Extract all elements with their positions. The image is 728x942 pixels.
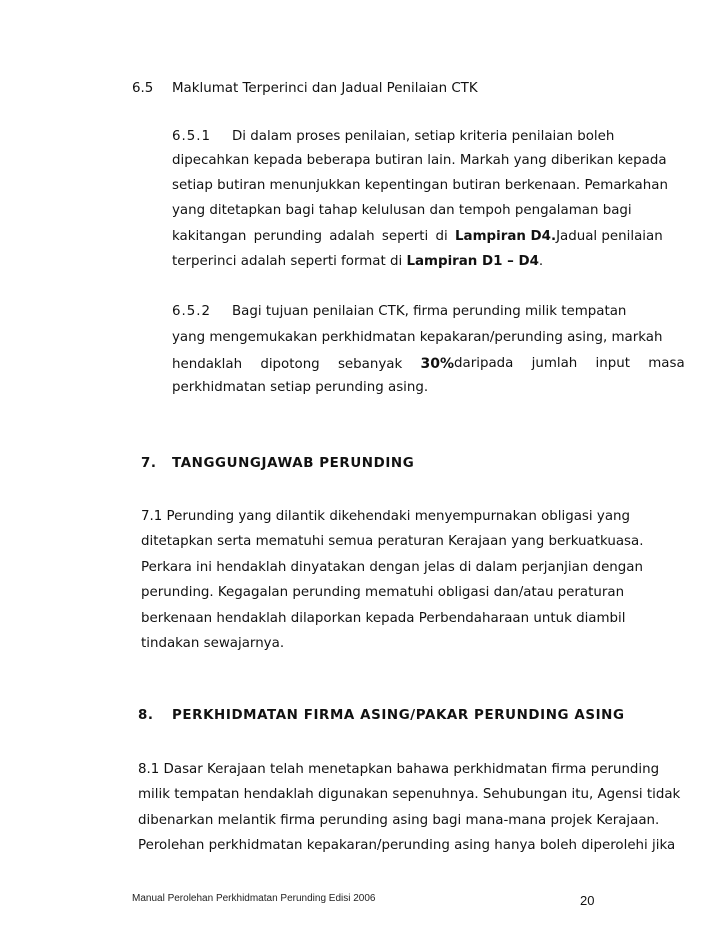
section-7-1-line-3: Perkara ini hendaklah dinyatakan dengan jelas di dalam perjanjian dengan bbox=[141, 560, 643, 575]
footer-text: Manual Perolehan Perkhidmatan Perunding Edisi 2006 bbox=[132, 893, 376, 904]
section-8-number: 8. bbox=[138, 708, 154, 723]
section-6-5-number: 6.5 bbox=[132, 81, 154, 96]
section-7-1-line-4: perunding. Kegagalan perunding mematuhi obligasi dan/atau peraturan bbox=[141, 585, 625, 600]
line-3-start bbox=[172, 352, 454, 377]
line-5-text: kakitangan perunding adalah seperti di bbox=[172, 229, 456, 244]
section-7-1-line-5: berkenaan hendaklah dilaporkan kepada Perbendaharaan untuk diambil bbox=[141, 611, 626, 626]
section-7-1-line-2: ditetapkan serta mematuhi semua peraturan Kerajaan yang berkuatkuasa. bbox=[141, 534, 644, 549]
section-8-title: PERKHIDMATAN FIRMA ASING/PAKAR PERUNDING ASING bbox=[172, 708, 625, 723]
line-5-start bbox=[172, 225, 556, 249]
section-7-1-line-6: tindakan sewajarnya. bbox=[141, 636, 285, 651]
line-3-end: daripada jumlah input masa bbox=[454, 356, 685, 371]
section-6-5-2-line-3 bbox=[172, 352, 685, 377]
section-6-5-1-line-6 bbox=[172, 250, 543, 274]
section-6-5-1-line-3: setiap butiran menunjukkan kepentingan butiran berkenaan. Pemarkahan bbox=[172, 178, 668, 193]
section-7-1-line-1: 7.1 Perunding yang dilantik dikehendaki menyempurnakan obligasi yang bbox=[141, 509, 631, 524]
line-3-text: hendaklah dipotong sebanyak bbox=[172, 357, 421, 372]
section-7-number: 7. bbox=[141, 456, 157, 471]
section-7-title: TANGGUNGJAWAB PERUNDING bbox=[172, 456, 415, 471]
section-8-1-line-3: dibenarkan melantik firma perunding asing bagi mana-mana projek Kerajaan. bbox=[138, 813, 660, 828]
lampiran-d1-d4-ref: Lampiran D1 – D4 bbox=[406, 254, 539, 269]
section-8-1-line-2: milik tempatan hendaklah digunakan sepenuhnya. Sehubungan itu, Agensi tidak bbox=[138, 787, 681, 802]
section-6-5-2-line-2: yang mengemukakan perkhidmatan kepakaran/perunding asing, markah bbox=[172, 330, 663, 345]
line-5-end: Jadual penilaian bbox=[556, 229, 663, 244]
section-6-5-2-line-4: perkhidmatan setiap perunding asing. bbox=[172, 380, 429, 395]
line-6-text: terperinci adalah seperti format di bbox=[172, 254, 407, 269]
section-6-5-2-line-1: Bagi tujuan penilaian CTK, firma perunding milik tempatan bbox=[232, 304, 627, 319]
section-8-1-line-4: Perolehan perkhidmatan kepakaran/perunding asing hanya boleh diperolehi jika bbox=[138, 838, 676, 853]
section-6-5-1-line-2: dipecahkan kepada beberapa butiran lain. Markah yang diberikan kepada bbox=[172, 153, 667, 168]
line-6-period: . bbox=[538, 254, 544, 269]
section-6-5-2-number: 6.5.2 bbox=[172, 304, 212, 319]
section-6-5-1-line-4: yang ditetapkan bagi tahap kelulusan dan tempoh pengalaman bagi bbox=[172, 203, 632, 218]
page-number: 20 bbox=[580, 893, 595, 908]
section-6-5-title: Maklumat Terperinci dan Jadual Penilaian CTK bbox=[172, 81, 478, 96]
lampiran-d4-ref: Lampiran D4. bbox=[455, 229, 557, 244]
section-6-5-1-line-5 bbox=[172, 225, 663, 249]
section-6-5-1-number: 6.5.1 bbox=[172, 129, 212, 144]
section-8-1-line-1: 8.1 Dasar Kerajaan telah menetapkan bahawa perkhidmatan firma perunding bbox=[138, 762, 660, 777]
section-6-5-1-line-1: Di dalam proses penilaian, setiap kriteria penilaian boleh bbox=[232, 129, 615, 144]
thirty-percent: 30% bbox=[420, 356, 455, 372]
